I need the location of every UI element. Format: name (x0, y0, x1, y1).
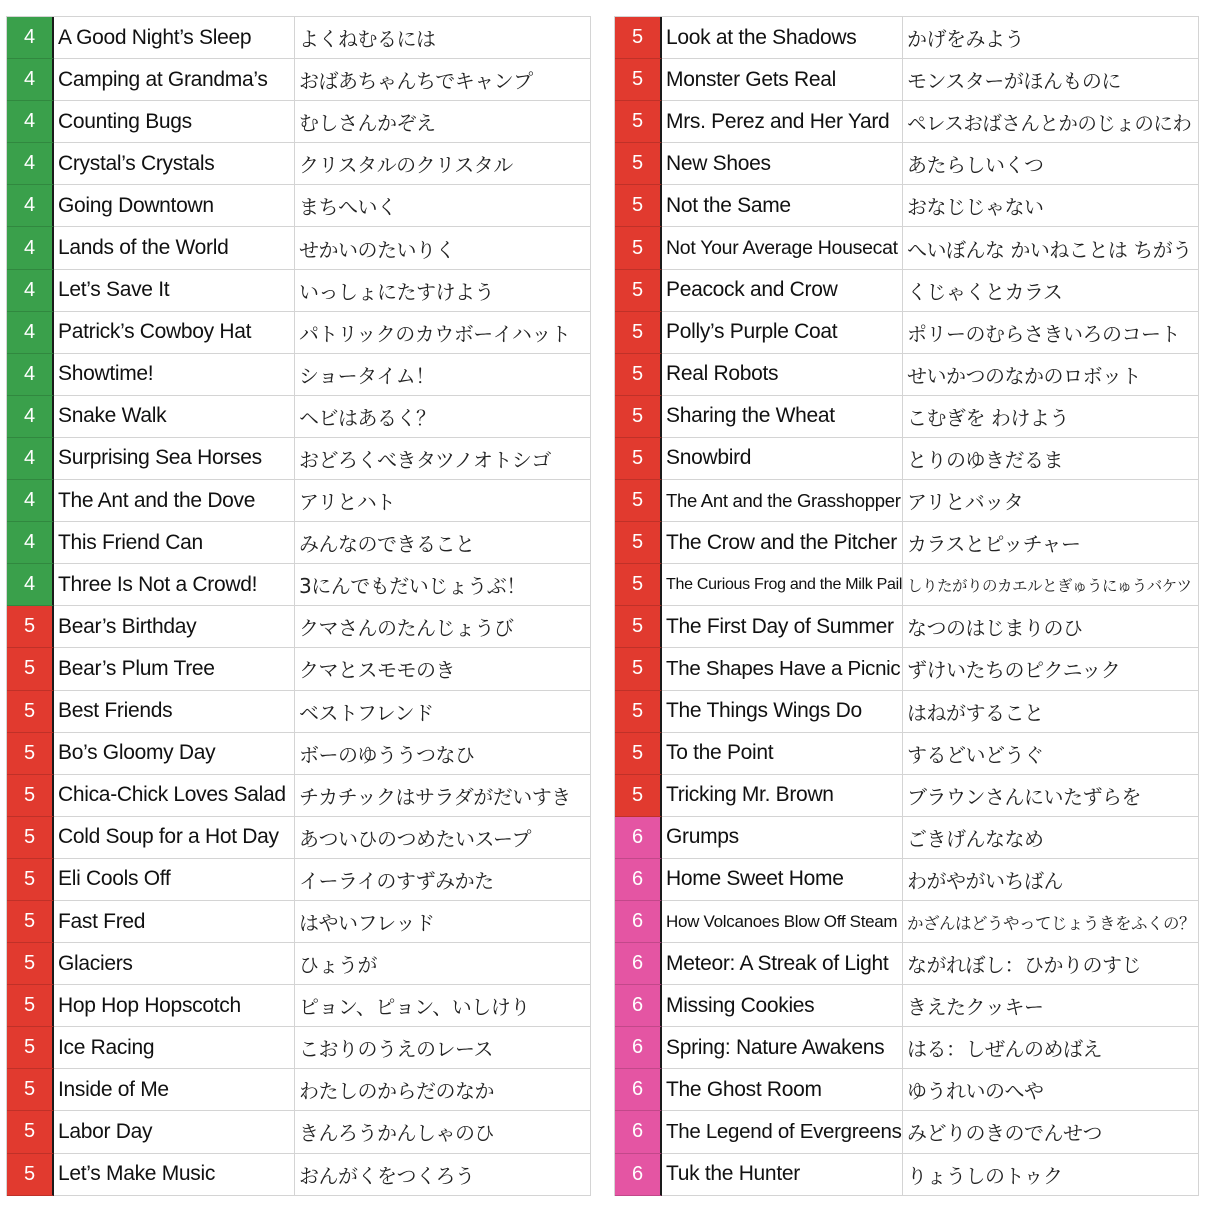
japanese-title: せかいのたいりく (295, 227, 591, 269)
japanese-title: おばあちゃんちでキャンプ (295, 59, 591, 101)
table-row (615, 1154, 1199, 1196)
japanese-title: くじゃくとカラス (903, 270, 1199, 312)
level-badge: 5 (7, 943, 54, 985)
book-table-left (6, 16, 591, 1196)
book-table-right (614, 16, 1199, 1196)
japanese-title: イーライのすずみかた (295, 859, 591, 901)
level-badge: 4 (7, 17, 54, 59)
japanese-title: クマとスモモのき (295, 648, 591, 690)
japanese-title: するどいどうぐ (903, 733, 1199, 775)
book-title: Missing Cookies (662, 985, 903, 1027)
table-row (7, 691, 591, 733)
book-title: Ice Racing (54, 1027, 295, 1069)
book-title: Spring: Nature Awakens (662, 1027, 903, 1069)
book-title: The First Day of Summer (662, 606, 903, 648)
book-title: Let’s Make Music (54, 1154, 295, 1196)
japanese-title: アリとハト (295, 480, 591, 522)
japanese-title: みどりのきのでんせつ (903, 1111, 1199, 1153)
book-title: Lands of the World (54, 227, 295, 269)
table-row (7, 438, 591, 480)
japanese-title: あついひのつめたいスープ (295, 817, 591, 859)
level-badge: 4 (7, 312, 54, 354)
japanese-title: きえたクッキー (903, 985, 1199, 1027)
japanese-title: チカチックはサラダがだいすき (295, 775, 591, 817)
japanese-title: ゆうれいのへや (903, 1069, 1199, 1111)
japanese-title: せいかつのなかのロボット (903, 354, 1199, 396)
japanese-title: いっしょにたすけよう (295, 270, 591, 312)
japanese-title: ながれぼし：ひかりのすじ (903, 943, 1199, 985)
japanese-title: おなじじゃない (903, 185, 1199, 227)
table-row (7, 480, 591, 522)
japanese-title: 3にんでもだいじょうぶ！ (295, 564, 591, 606)
level-badge: 5 (615, 396, 662, 438)
level-badge: 5 (7, 817, 54, 859)
japanese-title: はる：しぜんのめばえ (903, 1027, 1199, 1069)
book-title: This Friend Can (54, 522, 295, 564)
table-row (7, 354, 591, 396)
table-row (7, 185, 591, 227)
table-row (615, 859, 1199, 901)
japanese-title: クリスタルのクリスタル (295, 143, 591, 185)
japanese-title: ショータイム！ (295, 354, 591, 396)
level-badge: 4 (7, 480, 54, 522)
book-title: Showtime! (54, 354, 295, 396)
book-title: Three Is Not a Crowd! (54, 564, 295, 606)
book-title: How Volcanoes Blow Off Steam (662, 901, 903, 943)
table-row (615, 985, 1199, 1027)
level-badge: 5 (7, 1027, 54, 1069)
level-badge: 5 (615, 606, 662, 648)
book-title: Not the Same (662, 185, 903, 227)
table-row (7, 901, 591, 943)
japanese-title: ピョン、ピョン、いしけり (295, 985, 591, 1027)
table-row (615, 775, 1199, 817)
table-row (7, 943, 591, 985)
level-badge: 5 (615, 143, 662, 185)
japanese-title: はねがすること (903, 691, 1199, 733)
table-row (7, 396, 591, 438)
book-title: To the Point (662, 733, 903, 775)
table-row (615, 396, 1199, 438)
level-badge: 6 (615, 943, 662, 985)
level-badge: 6 (615, 901, 662, 943)
book-title: The Shapes Have a Picnic (662, 648, 903, 690)
japanese-title: ブラウンさんにいたずらを (903, 775, 1199, 817)
level-badge: 4 (7, 101, 54, 143)
book-title: Going Downtown (54, 185, 295, 227)
table-row (7, 143, 591, 185)
table-row (615, 901, 1199, 943)
level-badge: 5 (7, 606, 54, 648)
level-badge: 5 (615, 312, 662, 354)
table-row (7, 270, 591, 312)
level-badge: 5 (615, 17, 662, 59)
table-row (615, 691, 1199, 733)
table-row (7, 101, 591, 143)
table-row (7, 1027, 591, 1069)
table-row (7, 564, 591, 606)
level-badge: 5 (7, 901, 54, 943)
level-badge: 6 (615, 1027, 662, 1069)
japanese-title: はやいフレッド (295, 901, 591, 943)
japanese-title: あたらしいくつ (903, 143, 1199, 185)
japanese-title: とりのゆきだるま (903, 438, 1199, 480)
book-title: Not Your Average Housecat (662, 227, 903, 269)
table-row (7, 648, 591, 690)
book-title: A Good Night’s Sleep (54, 17, 295, 59)
table-row (615, 564, 1199, 606)
book-title: Inside of Me (54, 1069, 295, 1111)
book-title: The Ant and the Grasshopper (662, 480, 903, 522)
book-title: Snake Walk (54, 396, 295, 438)
table-row (615, 227, 1199, 269)
level-badge: 5 (615, 564, 662, 606)
table-row (615, 817, 1199, 859)
japanese-title: ずけいたちのピクニック (903, 648, 1199, 690)
table-row (615, 1069, 1199, 1111)
japanese-title: わたしのからだのなか (295, 1069, 591, 1111)
japanese-title: かざんはどうやってじょうきをふくの？ (903, 901, 1199, 943)
level-badge: 4 (7, 564, 54, 606)
table-row (615, 522, 1199, 564)
table-row (7, 1154, 591, 1196)
japanese-title: ヘビはあるく？ (295, 396, 591, 438)
level-badge: 5 (615, 648, 662, 690)
level-badge: 5 (7, 1069, 54, 1111)
book-title: Bear’s Birthday (54, 606, 295, 648)
japanese-title: ボーのゆううつなひ (295, 733, 591, 775)
book-title: Real Robots (662, 354, 903, 396)
japanese-title: おどろくべきタツノオトシゴ (295, 438, 591, 480)
table-row (615, 59, 1199, 101)
book-title: Monster Gets Real (662, 59, 903, 101)
book-title: Bear’s Plum Tree (54, 648, 295, 690)
level-badge: 5 (615, 270, 662, 312)
level-badge: 5 (615, 522, 662, 564)
book-title: Bo’s Gloomy Day (54, 733, 295, 775)
level-badge: 4 (7, 354, 54, 396)
level-badge: 5 (7, 985, 54, 1027)
table-row (615, 312, 1199, 354)
japanese-title: きんろうかんしゃのひ (295, 1111, 591, 1153)
japanese-title: むしさんかぞえ (295, 101, 591, 143)
level-badge: 6 (615, 985, 662, 1027)
book-title: Cold Soup for a Hot Day (54, 817, 295, 859)
book-title: Counting Bugs (54, 101, 295, 143)
japanese-title: よくねむるには (295, 17, 591, 59)
table-row (7, 606, 591, 648)
table-row (7, 733, 591, 775)
table-row (615, 101, 1199, 143)
book-title: New Shoes (662, 143, 903, 185)
level-badge: 6 (615, 1154, 662, 1196)
table-row (615, 733, 1199, 775)
table-row (7, 522, 591, 564)
book-title: The Ant and the Dove (54, 480, 295, 522)
book-title: The Curious Frog and the Milk Pail (662, 564, 903, 606)
level-badge: 5 (615, 185, 662, 227)
table-row (615, 143, 1199, 185)
level-badge: 6 (615, 1069, 662, 1111)
book-title: Let’s Save It (54, 270, 295, 312)
japanese-title: へいぼんな かいねことは ちがう (903, 227, 1199, 269)
table-row (615, 270, 1199, 312)
level-badge: 5 (7, 1154, 54, 1196)
table-row (7, 817, 591, 859)
level-badge: 5 (7, 648, 54, 690)
japanese-title: なつのはじまりのひ (903, 606, 1199, 648)
japanese-title: まちへいく (295, 185, 591, 227)
level-badge: 6 (615, 1111, 662, 1153)
table-row (615, 648, 1199, 690)
japanese-title: ごきげんななめ (903, 817, 1199, 859)
table-row (7, 17, 591, 59)
book-title: Surprising Sea Horses (54, 438, 295, 480)
level-badge: 5 (615, 733, 662, 775)
level-badge: 5 (615, 438, 662, 480)
level-badge: 5 (7, 733, 54, 775)
japanese-title: みんなのできること (295, 522, 591, 564)
level-badge: 5 (615, 101, 662, 143)
level-badge: 5 (615, 775, 662, 817)
level-badge: 4 (7, 270, 54, 312)
japanese-title: わがやがいちばん (903, 859, 1199, 901)
japanese-title: ペレスおばさんとかのじょのにわ (903, 101, 1199, 143)
japanese-title: モンスターがほんものに (903, 59, 1199, 101)
table-row (7, 775, 591, 817)
book-title: Fast Fred (54, 901, 295, 943)
book-title: Labor Day (54, 1111, 295, 1153)
japanese-title: カラスとピッチャー (903, 522, 1199, 564)
japanese-title: こむぎを わけよう (903, 396, 1199, 438)
table-row (615, 606, 1199, 648)
book-title: Peacock and Crow (662, 270, 903, 312)
level-badge: 5 (7, 691, 54, 733)
book-title: Glaciers (54, 943, 295, 985)
book-title: Eli Cools Off (54, 859, 295, 901)
table-row (7, 859, 591, 901)
book-title: Grumps (662, 817, 903, 859)
book-title: Crystal’s Crystals (54, 143, 295, 185)
level-badge: 4 (7, 438, 54, 480)
table-row (615, 943, 1199, 985)
book-title: The Ghost Room (662, 1069, 903, 1111)
book-title: Mrs. Perez and Her Yard (662, 101, 903, 143)
level-badge: 4 (7, 227, 54, 269)
level-badge: 6 (615, 817, 662, 859)
table-row (7, 312, 591, 354)
level-badge: 5 (7, 775, 54, 817)
level-badge: 5 (7, 1111, 54, 1153)
table-row (7, 1111, 591, 1153)
book-title: Polly’s Purple Coat (662, 312, 903, 354)
level-badge: 4 (7, 396, 54, 438)
level-badge: 5 (615, 59, 662, 101)
level-badge: 6 (615, 859, 662, 901)
level-badge: 5 (615, 227, 662, 269)
japanese-title: クマさんのたんじょうび (295, 606, 591, 648)
book-title: Home Sweet Home (662, 859, 903, 901)
book-title: Best Friends (54, 691, 295, 733)
level-badge: 5 (615, 354, 662, 396)
japanese-title: ベストフレンド (295, 691, 591, 733)
table-row (7, 227, 591, 269)
japanese-title: おんがくをつくろう (295, 1154, 591, 1196)
book-title: Tuk the Hunter (662, 1154, 903, 1196)
book-title: The Crow and the Pitcher (662, 522, 903, 564)
book-title: Tricking Mr. Brown (662, 775, 903, 817)
level-badge: 4 (7, 185, 54, 227)
japanese-title: ひょうが (295, 943, 591, 985)
japanese-title: ポリーのむらさきいろのコート (903, 312, 1199, 354)
book-title: Hop Hop Hopscotch (54, 985, 295, 1027)
table-row (615, 480, 1199, 522)
level-badge: 5 (615, 691, 662, 733)
level-badge: 4 (7, 522, 54, 564)
book-title: The Things Wings Do (662, 691, 903, 733)
table-row (7, 985, 591, 1027)
book-title: Snowbird (662, 438, 903, 480)
table-row (615, 354, 1199, 396)
book-title: The Legend of Evergreens (662, 1111, 903, 1153)
level-badge: 5 (7, 859, 54, 901)
japanese-title: パトリックのカウボーイハット (295, 312, 591, 354)
table-row (615, 438, 1199, 480)
level-badge: 4 (7, 143, 54, 185)
table-row (615, 185, 1199, 227)
book-title: Look at the Shadows (662, 17, 903, 59)
level-badge: 4 (7, 59, 54, 101)
japanese-title: しりたがりのカエルとぎゅうにゅうバケツ (903, 564, 1199, 606)
table-row (615, 17, 1199, 59)
level-badge: 5 (615, 480, 662, 522)
japanese-title: こおりのうえのレース (295, 1027, 591, 1069)
table-row (615, 1111, 1199, 1153)
table-row (7, 59, 591, 101)
japanese-title: アリとバッタ (903, 480, 1199, 522)
book-title: Meteor: A Streak of Light (662, 943, 903, 985)
table-row (615, 1027, 1199, 1069)
book-title: Chica-Chick Loves Salad (54, 775, 295, 817)
book-title: Camping at Grandma’s (54, 59, 295, 101)
book-title: Patrick’s Cowboy Hat (54, 312, 295, 354)
book-title: Sharing the Wheat (662, 396, 903, 438)
table-row (7, 1069, 591, 1111)
japanese-title: りょうしのトゥク (903, 1154, 1199, 1196)
japanese-title: かげをみよう (903, 17, 1199, 59)
